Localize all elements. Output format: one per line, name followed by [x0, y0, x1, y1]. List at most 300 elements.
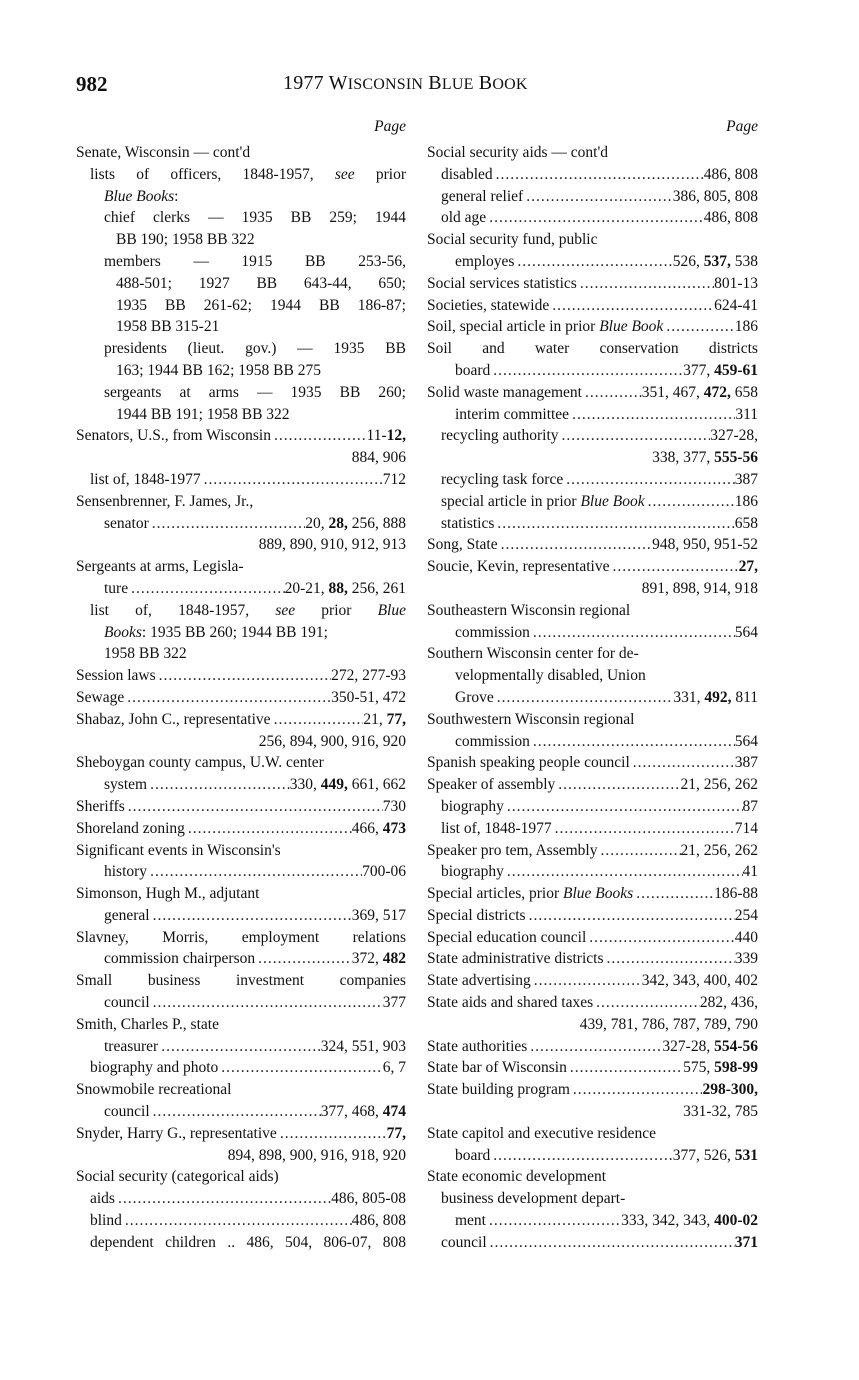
index-entry — [76, 1014, 406, 1036]
index-entry — [76, 643, 406, 665]
dot-leader — [490, 360, 683, 382]
entry-heading: Soil, special article in prior Blue Book — [427, 318, 664, 336]
entry-word: companies — [339, 972, 406, 990]
page-number: 982 — [76, 72, 108, 96]
entry-pages: 948, 950, 951-52 — [652, 536, 758, 554]
index-entry — [76, 578, 406, 600]
index-entry — [427, 1014, 758, 1036]
entry-word: 1935 — [290, 383, 322, 401]
dot-leader — [552, 818, 735, 840]
entry-word: at — [179, 383, 191, 401]
dot-leader — [526, 905, 735, 927]
index-entry — [427, 273, 758, 295]
dot-leader — [555, 774, 680, 796]
entry-text: State economic development — [427, 1168, 607, 1186]
entry-word: — — [208, 209, 224, 227]
dot-leader — [504, 796, 743, 818]
entry-text: Simonson, Hugh M., adjutant — [76, 885, 260, 903]
entry-word: BB — [165, 296, 186, 314]
entry-word: 806-07, — [323, 1233, 372, 1251]
index-entry — [76, 316, 406, 338]
index-entry — [76, 229, 406, 251]
entry-heading: recycling task force — [441, 470, 564, 488]
entry-word: 1915 — [241, 252, 273, 270]
entry-heading: Song, State — [427, 536, 498, 554]
entry-pages: 41 — [742, 863, 758, 881]
entry-pages: 700-06 — [362, 863, 406, 881]
entry-word: presidents — [104, 340, 167, 358]
index-entry — [427, 491, 758, 513]
entry-word: 1848-1957, — [178, 601, 250, 619]
dot-leader — [218, 1057, 382, 1079]
entry-text: 889, 890, 910, 912, 913 — [258, 536, 406, 554]
entry-pages: 11-12, — [366, 427, 406, 445]
index-entry — [76, 861, 406, 883]
index-entry — [427, 731, 758, 753]
entry-pages: 6, 7 — [382, 1059, 406, 1077]
index-entry — [76, 818, 406, 840]
entry-heading: commission — [455, 732, 530, 750]
entry-word: lists — [90, 165, 115, 183]
entry-text: 163; 1944 BB 162; 1958 BB 275 — [116, 361, 321, 379]
entry-word: 253-56, — [358, 252, 406, 270]
entry-text: business development depart- — [441, 1190, 626, 1208]
index-entry — [76, 534, 406, 556]
entry-pages: 369, 517 — [351, 906, 406, 924]
entry-text: 256, 894, 900, 916, 920 — [258, 732, 406, 750]
index-entry — [427, 142, 758, 164]
index-entry — [76, 600, 406, 622]
entry-heading: ture — [104, 579, 129, 597]
index-entry — [76, 556, 406, 578]
entry-pages: 526, 537, 538 — [672, 252, 758, 270]
entry-text: Sensenbrenner, F. James, Jr., — [76, 492, 254, 510]
entry-text: Significant events in Wisconsin's — [76, 841, 281, 859]
entry-pages: 327-28, — [710, 427, 758, 445]
dot-leader — [663, 316, 734, 338]
entry-word: — — [297, 340, 313, 358]
entry-heading: commission — [455, 623, 530, 641]
index-entry — [76, 970, 406, 992]
index-entry — [76, 1166, 406, 1188]
entry-pages: 311 — [735, 405, 758, 423]
index-entry — [76, 164, 406, 186]
entry-heading: Sewage — [76, 688, 125, 706]
entry-pages: 87 — [742, 797, 758, 815]
entry-pages: 330, 449, 661, 662 — [289, 776, 406, 794]
entry-pages: 486, 808 — [351, 1212, 406, 1230]
index-entry — [427, 1145, 758, 1167]
entry-heading: biography — [441, 797, 504, 815]
dot-leader — [122, 1210, 352, 1232]
entry-word: 643-44, — [303, 274, 352, 292]
entry-pages: 21, 77, — [363, 710, 406, 728]
entry-word: gov.) — [245, 340, 277, 358]
entry-word: 1944 — [374, 209, 406, 227]
entry-word: 186-87; — [357, 296, 406, 314]
dot-leader — [570, 1079, 703, 1101]
index-entry — [76, 992, 406, 1014]
entry-word: chief — [104, 209, 135, 227]
entry-heading: biography — [441, 863, 504, 881]
entry-pages: 730 — [382, 797, 406, 815]
entry-pages: 714 — [734, 819, 758, 837]
index-entry — [76, 273, 406, 295]
entry-text: Books: 1935 BB 260; 1944 BB 191; — [104, 623, 328, 641]
index-entries — [427, 142, 758, 1254]
entry-word: Blue — [377, 601, 406, 619]
entry-pages: 371 — [734, 1233, 758, 1251]
dot-leader — [149, 513, 305, 535]
dot-leader — [185, 818, 352, 840]
index-entry — [427, 404, 758, 426]
entry-heading: senator — [104, 514, 149, 532]
entry-text: 1958 BB 315-21 — [116, 318, 220, 336]
index-entry — [76, 948, 406, 970]
entry-word: dependent — [90, 1233, 154, 1251]
index-entry — [427, 1166, 758, 1188]
entry-word: clerks — [153, 209, 191, 227]
entry-heading: State aids and shared taxes — [427, 994, 594, 1012]
index-entry — [76, 1101, 406, 1123]
index-entry — [427, 600, 758, 622]
dot-leader — [549, 295, 714, 317]
dot-leader — [531, 970, 642, 992]
dot-leader — [530, 731, 735, 753]
index-entry — [427, 1101, 758, 1123]
entry-heading: Senators, U.S., from Wisconsin — [76, 427, 271, 445]
entry-text: Sheboygan county campus, U.W. center — [76, 754, 324, 772]
dot-leader — [156, 665, 331, 687]
entry-pages: 331, 492, 811 — [673, 688, 758, 706]
dot-leader — [493, 164, 704, 186]
entry-word: Soil — [427, 340, 452, 358]
index-entry — [427, 796, 758, 818]
entry-heading: special article in prior Blue Book — [441, 492, 645, 510]
entry-word: BB — [385, 340, 406, 358]
entry-word: prior — [321, 601, 352, 619]
entry-text: State capitol and executive residence — [427, 1124, 656, 1142]
entry-word: water — [534, 340, 570, 358]
index-entry — [427, 1123, 758, 1145]
dot-leader — [487, 1232, 735, 1254]
entry-pages: 327-28, 554-56 — [662, 1037, 758, 1055]
index-entry — [427, 513, 758, 535]
index-entry — [76, 665, 406, 687]
index-entry — [76, 883, 406, 905]
index-entry — [427, 752, 758, 774]
entry-heading: board — [455, 361, 491, 379]
index-entry — [76, 1036, 406, 1058]
entry-word: prior — [375, 165, 406, 183]
index-entry — [76, 1145, 406, 1167]
index-entry — [427, 1057, 758, 1079]
entry-word: 488-501; — [116, 274, 172, 292]
entry-text: 338, 377, 555-56 — [652, 449, 758, 467]
page-header — [76, 72, 766, 106]
dot-leader — [277, 1123, 387, 1145]
index-entry — [427, 251, 758, 273]
entry-pages: 342, 343, 400, 402 — [641, 972, 758, 990]
index-entry — [427, 207, 758, 229]
entry-heading: statistics — [441, 514, 495, 532]
index-entry — [76, 752, 406, 774]
dot-leader — [645, 491, 735, 513]
entry-pages: 324, 551, 903 — [320, 1037, 406, 1055]
entry-word: 486, — [246, 1233, 274, 1251]
dot-leader — [150, 992, 383, 1014]
index-entry — [76, 1232, 406, 1254]
index-entry — [427, 861, 758, 883]
page-column-label: Page — [726, 118, 758, 135]
dot-leader — [150, 905, 352, 927]
entry-pages: 77, — [386, 1124, 406, 1142]
index-entry — [76, 404, 406, 426]
entry-text: Sergeants at arms, Legisla- — [76, 558, 244, 576]
dot-leader — [563, 469, 735, 491]
index-entry — [427, 186, 758, 208]
entry-word: Small — [76, 972, 113, 990]
entry-heading: State administrative districts — [427, 950, 604, 968]
index-entry — [76, 622, 406, 644]
entry-pages: 624-41 — [714, 296, 758, 314]
dot-leader — [494, 687, 674, 709]
entry-word: BB — [290, 209, 312, 227]
entry-heading: interim committee — [455, 405, 570, 423]
entry-text: Social security aids — cont'd — [427, 144, 609, 161]
entry-word: 1848-1957, — [242, 165, 314, 183]
index-entry — [76, 927, 406, 949]
entry-word: BB — [319, 296, 340, 314]
entry-heading: Speaker of assembly — [427, 776, 556, 794]
entry-word: and — [482, 340, 505, 358]
index-entry — [76, 338, 406, 360]
index-entry — [76, 840, 406, 862]
entry-heading: general relief — [441, 187, 524, 205]
index-entry — [427, 622, 758, 644]
dot-leader — [523, 186, 673, 208]
dot-leader — [530, 622, 735, 644]
entry-heading: Speaker pro tem, Assembly — [427, 841, 598, 859]
dot-leader — [498, 534, 652, 556]
dot-leader — [201, 469, 383, 491]
entry-text: Senate, Wisconsin — cont'd — [76, 144, 251, 161]
entry-pages: 564 — [734, 623, 758, 641]
index-entry — [427, 992, 758, 1014]
index-entry — [427, 840, 758, 862]
entry-heading: list of, 1848-1977 — [441, 819, 552, 837]
entry-heading: Societies, statewide — [427, 296, 550, 314]
entry-pages: 298-300, — [702, 1081, 758, 1099]
index-entry — [76, 186, 406, 208]
entry-heading: Special education council — [427, 928, 587, 946]
entry-word: conservation — [599, 340, 679, 358]
entry-heading: blind — [90, 1212, 122, 1230]
entry-text: Blue Books: — [104, 187, 179, 205]
index-entry — [76, 1188, 406, 1210]
entry-heading: Special districts — [427, 906, 526, 924]
dot-leader — [514, 251, 672, 273]
dot-leader — [271, 709, 364, 731]
entry-pages: 377, 468, 474 — [320, 1103, 406, 1121]
entry-pages: 186 — [734, 318, 758, 336]
dot-leader — [610, 556, 739, 578]
index-entry — [427, 1036, 758, 1058]
index-entry — [76, 425, 406, 447]
entry-pages: 440 — [734, 928, 758, 946]
entry-heading: aids — [90, 1190, 115, 1208]
index-entry — [76, 251, 406, 273]
entry-word: BB — [304, 252, 326, 270]
index-column-left — [76, 116, 406, 1254]
index-entry — [427, 425, 758, 447]
entry-heading: board — [455, 1146, 491, 1164]
dot-leader — [494, 513, 734, 535]
entry-heading: employes — [455, 252, 515, 270]
entry-heading: Snyder, Harry G., representative — [76, 1124, 277, 1142]
entry-pages: 387 — [734, 470, 758, 488]
index-entry — [427, 883, 758, 905]
entry-word: business — [147, 972, 201, 990]
entry-pages: 272, 277-93 — [331, 667, 406, 685]
dot-leader — [593, 992, 700, 1014]
entry-word: 1927 — [198, 274, 230, 292]
entry-heading: Solid waste management — [427, 383, 582, 401]
entry-word: employment — [241, 928, 320, 946]
entry-pages: 377, 526, 531 — [672, 1146, 758, 1164]
index-entry — [76, 687, 406, 709]
entry-pages: 21, 256, 262 — [680, 841, 758, 859]
dot-leader — [271, 425, 367, 447]
entry-pages: 339 — [734, 950, 758, 968]
entry-heading: council — [104, 1103, 150, 1121]
entry-heading: biography and photo — [90, 1059, 219, 1077]
index-entry — [427, 360, 758, 382]
dot-leader — [255, 948, 352, 970]
index-entry — [427, 578, 758, 600]
entry-pages: 486, 805-08 — [331, 1190, 406, 1208]
entry-pages: 282, 436, — [699, 994, 758, 1012]
entry-text: 439, 781, 786, 787, 789, 790 — [579, 1015, 758, 1033]
dot-leader — [559, 425, 711, 447]
entry-heading: Soucie, Kevin, representative — [427, 558, 610, 576]
index-entry — [427, 469, 758, 491]
index-entry — [427, 295, 758, 317]
index-entry — [76, 774, 406, 796]
index-entry — [427, 1079, 758, 1101]
entry-heading: list of, 1848-1977 — [90, 470, 201, 488]
dot-leader — [527, 1036, 662, 1058]
entry-pages: 658 — [734, 514, 758, 532]
entry-pages: 351, 467, 472, 658 — [641, 383, 758, 401]
entry-pages: 801-13 — [714, 274, 758, 292]
index-column-right — [427, 116, 758, 1254]
entry-heading: treasurer — [104, 1037, 159, 1055]
index-entry — [76, 142, 406, 164]
entry-heading: commission chairperson — [104, 950, 256, 968]
entry-text: Social security (categorical aids) — [76, 1168, 279, 1186]
index-entry — [427, 1210, 758, 1232]
entry-pages: 712 — [382, 470, 406, 488]
index-entry — [427, 164, 758, 186]
dot-leader — [630, 752, 735, 774]
dot-leader — [633, 883, 714, 905]
entry-text: 1944 BB 191; 1958 BB 322 — [116, 405, 290, 423]
entry-text: 1958 BB 322 — [104, 645, 187, 663]
entry-word: 808 — [382, 1233, 406, 1251]
index-entries — [76, 142, 406, 1254]
entry-pages: 350-51, 472 — [331, 688, 406, 706]
entry-pages: 564 — [734, 732, 758, 750]
dot-leader — [147, 774, 290, 796]
entry-heading: Shabaz, John C., representative — [76, 710, 271, 728]
index-entry — [76, 905, 406, 927]
entry-text: Snowmobile recreational — [76, 1081, 232, 1099]
dot-leader — [124, 687, 331, 709]
index-entry — [76, 1079, 406, 1101]
entry-text: BB 190; 1958 BB 322 — [116, 231, 255, 249]
entry-word: 650; — [378, 274, 406, 292]
entry-heading: Session laws — [76, 667, 156, 685]
entry-word: Slavney, — [76, 928, 129, 946]
index-entry — [76, 382, 406, 404]
entry-pages: 186 — [734, 492, 758, 510]
entry-word: officers, — [170, 165, 222, 183]
dot-leader — [567, 1057, 683, 1079]
entry-word: of — [136, 165, 150, 183]
entry-word: children — [165, 1233, 216, 1251]
dot-leader — [597, 840, 680, 862]
index-entry — [427, 665, 758, 687]
index-entry — [427, 534, 758, 556]
entry-heading: State authorities — [427, 1037, 528, 1055]
index-entry — [427, 229, 758, 251]
entry-word: 260; — [378, 383, 406, 401]
entry-pages: 386, 805, 808 — [672, 187, 758, 205]
entry-word: BB — [256, 274, 278, 292]
index-entry — [76, 1123, 406, 1145]
entry-heading: council — [441, 1233, 487, 1251]
dot-leader — [604, 948, 735, 970]
index-entry — [427, 948, 758, 970]
entry-heading: Spanish speaking people council — [427, 754, 630, 772]
entry-word: .. — [227, 1233, 236, 1251]
entry-word: 1935 — [116, 296, 147, 314]
entry-heading: Social services statistics — [427, 274, 577, 292]
index-entry — [76, 491, 406, 513]
dot-leader — [504, 861, 743, 883]
entry-word: see — [275, 601, 296, 619]
page-column-label: Page — [374, 118, 406, 135]
index-entry — [76, 513, 406, 535]
entry-heading: history — [104, 863, 148, 881]
entry-text: Southeastern Wisconsin regional — [427, 601, 631, 619]
entry-word: relations — [352, 928, 406, 946]
entry-heading: ment — [455, 1212, 486, 1230]
entry-heading: Sheriffs — [76, 797, 125, 815]
index-entry — [427, 556, 758, 578]
entry-word: BB — [339, 383, 361, 401]
dot-leader — [147, 861, 362, 883]
index-entry — [427, 927, 758, 949]
entry-pages: 372, 482 — [351, 950, 406, 968]
entry-text: 331-32, 785 — [683, 1103, 758, 1121]
entry-heading: Grove — [455, 688, 494, 706]
entry-text: 894, 898, 900, 916, 918, 920 — [227, 1146, 406, 1164]
dot-leader — [582, 382, 642, 404]
entry-pages: 387 — [734, 754, 758, 772]
index-entry — [76, 360, 406, 382]
